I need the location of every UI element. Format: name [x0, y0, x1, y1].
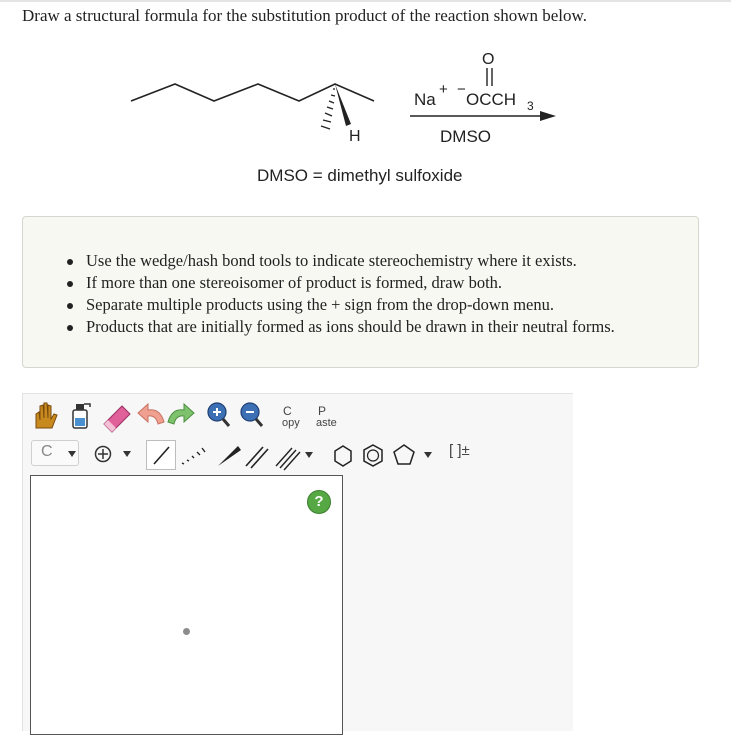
- single-bond-icon: [154, 447, 169, 464]
- acetate-label: OCCH: [466, 90, 517, 109]
- acetate-subscript: 3: [527, 99, 534, 113]
- bond-tools: [146, 440, 476, 472]
- bullet-icon: [67, 281, 73, 287]
- svg-text:opy: opy: [282, 417, 300, 429]
- stereo-h-label: H: [349, 128, 361, 145]
- reaction-scheme: [0, 40, 731, 165]
- instruction-text: Use the wedge/hash bond tools to indicate stereochemistry where it exists.: [86, 251, 577, 270]
- svg-text:aste: aste: [316, 417, 337, 429]
- chevron-down-icon[interactable]: [305, 452, 313, 458]
- bracket-charge-tool[interactable]: [ ]±: [449, 442, 470, 459]
- carbonyl-oxygen: O: [482, 51, 495, 68]
- benzene-icon[interactable]: [364, 445, 382, 466]
- wedge-bond-icon[interactable]: [218, 446, 241, 466]
- hand-icon[interactable]: [36, 403, 57, 428]
- hash-bond-icon[interactable]: [182, 448, 205, 464]
- question-text: Draw a structural formula for the substitution product of the reaction shown below.: [22, 6, 587, 25]
- svg-text:C: C: [283, 404, 292, 418]
- instruction-item: [63, 250, 615, 272]
- eraser-icon[interactable]: [104, 406, 130, 432]
- charge-tool[interactable]: [96, 447, 132, 462]
- instruction-item: [63, 316, 615, 338]
- svg-text:P: P: [318, 404, 327, 418]
- bullet-icon: [67, 259, 73, 265]
- toolbar-row-top: [30, 398, 360, 434]
- bullet-icon: [67, 325, 73, 331]
- cyclopentane-icon[interactable]: [394, 445, 414, 464]
- bullet-icon: [67, 303, 73, 309]
- instruction-text: Separate multiple products using the + sign from the drop-down menu.: [86, 295, 555, 314]
- element-label: C: [41, 443, 53, 460]
- drawing-canvas[interactable]: [30, 475, 343, 735]
- element-select[interactable]: [31, 440, 79, 466]
- zoom-in-icon[interactable]: [208, 403, 229, 426]
- clear-canvas-icon[interactable]: [73, 404, 90, 428]
- cation-charge: +: [439, 81, 448, 98]
- canvas-cursor-dot: [183, 628, 190, 635]
- copy-button[interactable]: [282, 404, 300, 429]
- paste-button[interactable]: [316, 404, 337, 429]
- chevron-down-icon: [68, 451, 76, 457]
- instruction-item: [63, 294, 615, 316]
- instruction-text: Products that are initially formed as ions should be drawn in their neutral forms.: [86, 317, 615, 336]
- sodium-label: Na: [414, 90, 436, 109]
- cyclohexane-icon[interactable]: [335, 446, 351, 466]
- top-divider: [0, 0, 731, 2]
- help-button[interactable]: ?: [307, 490, 331, 514]
- anion-charge: −: [457, 81, 466, 98]
- double-bond-icon[interactable]: [246, 447, 268, 468]
- chevron-down-icon[interactable]: [424, 452, 432, 458]
- instructions-box: [22, 216, 699, 368]
- instructions-list: [63, 250, 615, 338]
- instruction-text: If more than one stereoisomer of product is formed, draw both.: [86, 273, 503, 292]
- reaction-arrowhead: [540, 111, 556, 121]
- dmso-definition: DMSO = dimethyl sulfoxide: [257, 166, 463, 185]
- instruction-item: [63, 272, 615, 294]
- hash-bond: [321, 89, 335, 129]
- zoom-out-icon[interactable]: [241, 403, 262, 426]
- undo-icon[interactable]: [138, 404, 164, 424]
- chevron-down-icon: [123, 451, 131, 457]
- solvent-label: DMSO: [440, 127, 491, 146]
- redo-icon[interactable]: [168, 404, 194, 424]
- triple-bond-icon[interactable]: [276, 448, 300, 470]
